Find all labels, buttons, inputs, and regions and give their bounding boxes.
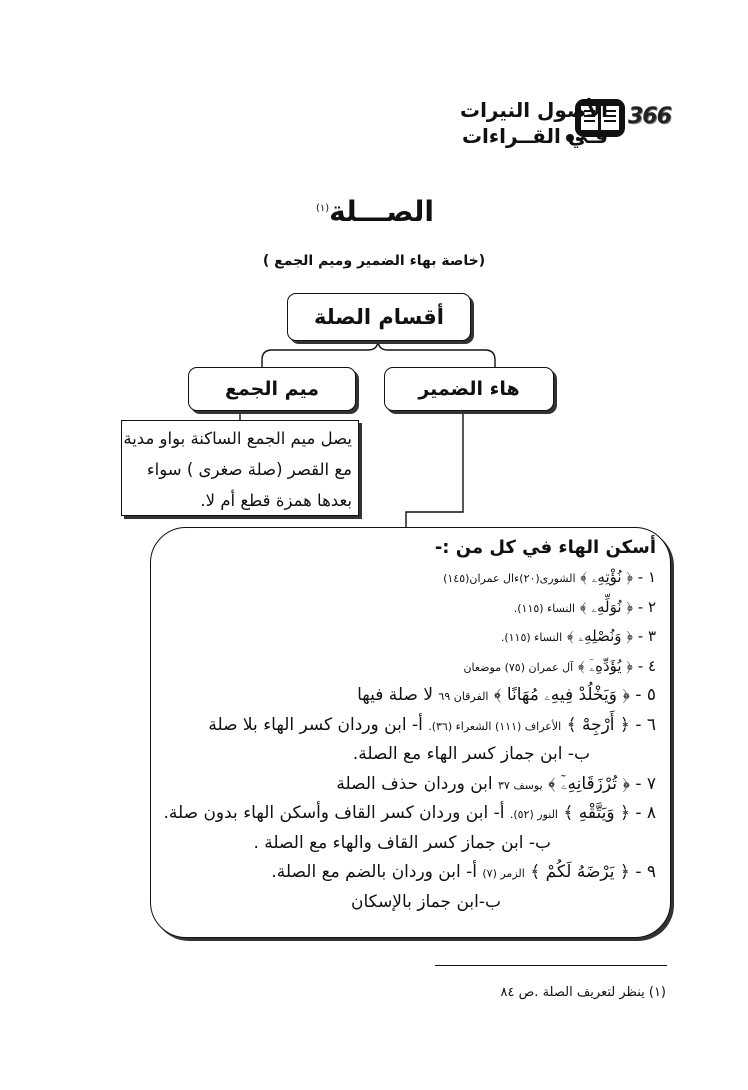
diagram-haa-label: هاء الضمير [418,378,520,400]
item-number: ٤ - [637,656,656,675]
haa-section-heading: أسكن الهاء في كل من :- [434,537,656,558]
item-note: ب- ابن جماز كسر الهاء مع الصلة. [352,744,590,764]
item-note: أ- ابن وردان كسر الهاء بلا صلة [208,714,423,735]
list-item [136,770,656,800]
diagram-haa-box [384,367,554,411]
list-item [136,829,656,859]
diagram-root-box [287,293,471,341]
item-note: أ- ابن وردان بالضم مع الصلة. [271,862,477,882]
chapter-title-text: الصـــلة [329,195,434,228]
quran-word: ﴿ وَيَتَّقْهِ ﴾ [563,803,630,823]
item-number: ٧ - [635,773,656,794]
page-number: 366 [628,104,671,129]
list-item [136,593,656,623]
surah-reference: النور (٥٢). [509,808,558,821]
item-number: ٩ - [635,862,656,882]
diagram-meem-box [188,367,356,411]
quran-word: ﴿ وَنُصْلِهِۦ ﴾ [567,627,633,645]
book-title-line1: الأصول النيرات [459,98,608,122]
item-number: ٢ - [637,597,656,616]
item-note: ابن وردان حذف الصلة [336,773,493,794]
quran-word: ﴿ وَيَخْلُدْ فِيهِۦ مُهَانًا ﴾ [493,685,630,705]
meem-description-line: بعدها همزة قطع أم لا. [200,491,352,510]
item-number: ٥ - [635,685,656,705]
surah-reference: الزمر (٧) [482,867,525,880]
list-item [136,681,656,711]
title-footnote-mark: (١) [315,202,330,214]
list-item [136,652,656,682]
item-note: ب- ابن جماز كسر القاف والهاء مع الصلة . [253,832,551,853]
list-item [136,622,656,652]
quran-word: ﴿ يُؤَدِّهِۦٓ ﴾ [577,656,633,675]
item-number: ٣ - [637,627,656,645]
surah-reference: الشورى(٢٠)ءال عمران(١٤٥) [443,572,576,585]
list-item [136,740,656,770]
meem-description-line: يصل ميم الجمع الساكنة بواو مدية [123,429,352,448]
list-item [136,888,656,918]
quran-word: ﴿ نُوَلِّهِۦ ﴾ [579,597,633,616]
haa-section-list [136,533,656,917]
item-note: لا صلة فيها [357,685,434,705]
chapter-subtitle: (خاصة بهاء الضمير وميم الجمع ) [262,253,486,269]
quran-word: ﴿ نُؤْتِهِۦ ﴾ [580,568,633,586]
surah-reference: الفرقان ٦٩ [438,690,489,703]
surah-reference: آل عمران (٧٥) موضعان [463,660,574,674]
meem-description-line: مع القصر (صلة صغرى ) سواء [146,460,352,479]
item-note: ب-ابن جماز بالإسكان [351,891,501,912]
quran-word: ﴿ يَرْضَهُ لَكُمْ ﴾ [530,862,630,882]
surah-reference: يوسف ٣٧ [498,778,543,792]
list-item [136,711,656,741]
meem-description-box [121,420,359,516]
item-number: ٦ - [635,714,656,735]
list-item [136,563,656,593]
footnote: (١) ينظر لتعريف الصلة .ص ٨٤ [500,985,666,1000]
surah-reference: النساء (١١٥). [513,601,576,615]
quran-word: ﴿ تُرْزَقَانِهِۦٓ ﴾ [548,773,630,794]
item-number: ١ - [637,568,656,586]
item-note: أ- ابن وردان كسر القاف وأسكن الهاء بدون صلة. [163,803,505,823]
surah-reference: الأعراف (١١١) الشعراء (٣٦). [428,719,562,733]
diagram-root-label: أقسام الصلة [314,305,444,329]
list-item [136,858,656,888]
book-title-line2: فـي القــراءات [461,124,608,148]
footnote-divider [435,965,667,966]
quran-word: ﴿ أَرْجِهْ ﴾ [566,714,630,735]
list-item [136,799,656,829]
item-number: ٨ - [635,803,656,823]
diagram-meem-label: ميم الجمع [224,378,320,400]
surah-reference: النساء (١١٥). [500,631,563,644]
